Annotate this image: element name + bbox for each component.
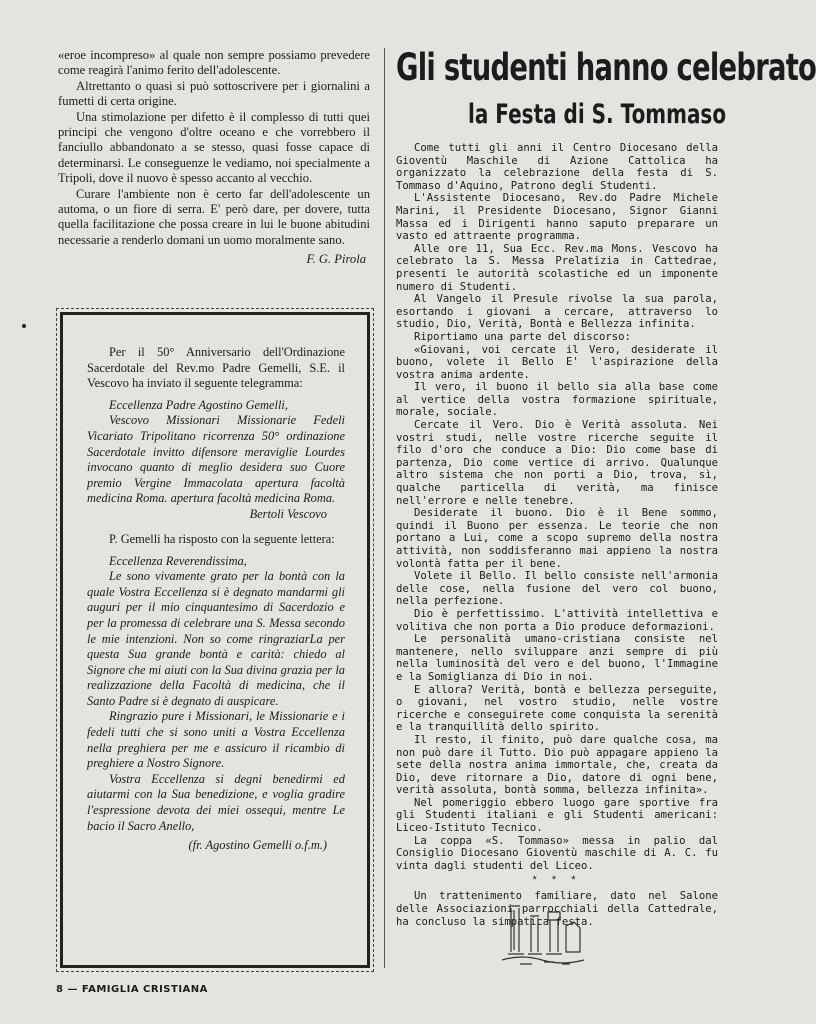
left-paragraph: Altrettanto o quasi si può sottoscrivere per i giornalini a fumetti di certa origine. [58, 78, 370, 109]
letter-salutation: Eccellenza Reverendissima, [109, 553, 247, 568]
box-intro: Per il 50° Anniversario dell'Ordinazione Sacerdotale del Rev.mo Padre Gemelli, S.E. il Vescovo ha inviato il seguente telegramma: [87, 345, 345, 391]
article-paragraph: E allora? Verità, bontà e bellezza perseguite, o giovani, nel vostro studio, nelle vostre ricerche e conseguirete come conquista la serenità e la tranquillità dello spirito. [396, 683, 718, 734]
section-separator: * * * [532, 874, 582, 887]
author-signature: F. G. Pirola [306, 252, 366, 267]
reply-intro: P. Gemelli ha risposto con la seguente lettera: [109, 531, 335, 546]
article-subtitle: la Festa di S. Tommaso [468, 99, 727, 130]
subtitle-wrap [396, 99, 727, 140]
article-title: Gli studenti hanno celebrato [396, 46, 816, 89]
article-paragraph: Cercate il Vero. Dio è Verità assoluta. Nei vostri studi, nelle vostre ricerche seguite il filo d'oro che conduce a Dio: Dio come base di partenza, Dio come vertice di arrivo. Qualunque altro sistema che non porti a Dio, trova, sì, qualche particella di verità, ma finisce nell'errore e nelle tenebre. [396, 419, 718, 507]
article-paragraph: Come tutti gli anni il Centro Diocesano della Gioventù Maschile di Azione Cattolica ha organizzato la celebrazione della festa di S. Tommaso d'Aquino, Patrono degli Studenti. [396, 142, 718, 192]
letter-paragraph: Le sono vivamente grato per la bontà con la quale Vostra Eccellenza si è degnato mandarmi gli auguri per il mio cinquantesimo di Sacerdozio e per la promessa di celebrare una S. Messa secondo le mie intenzioni. Non so come ringraziarLa per questa Sua grande bontà e carità: chiedo al Signore che mi aiuti con la Sua divina grazia per la realizzazione della Facoltà di medicina, che il Santo Padre si è degnato di auspicare. [87, 569, 345, 708]
article-paragraph: Dio è perfettissimo. L'attività intellettiva e volitiva che non porta a Dio produce deformazioni. [396, 607, 718, 633]
article-paragraph: «Giovani, voi cercate il Vero, desiderate il buono, volete il Bello E' l'aspirazione della vostra anima ardente. [396, 343, 718, 381]
headline-wrap [396, 46, 816, 92]
article-paragraph: Le personalità umano-cristiana consiste nel mantenere, nello sviluppare anzi sempre di più nella luminosità del vero e del buono, l'Immagine e la Somiglianza di Dio in noi. [396, 633, 718, 683]
letter-paragraph: Ringrazio pure i Missionari, le Missionarie e i fedeli tutti che si sono uniti a Vostra Eccellenza nella preghiera per me e assicuro il ricambio di preghiere a Nostro Signore. [87, 709, 345, 771]
article-paragraph: Riportiamo una parte del discorso: [414, 330, 631, 343]
telegram-body: Vescovo Missionari Missionarie Fedeli Vicariato Tripolitano ricorrenza 50° ordinazione Sacerdotale invitto difensore meraviglie Lourdes invocano quanto di meglio desidera suo Cuore premio Vergine Immacolata apertura facoltà medicina Roma. apertura facoltà medicina Roma. [87, 413, 345, 506]
column-divider [384, 48, 385, 968]
page-footer: 8 — FAMIGLIA CRISTIANA [56, 984, 208, 995]
left-paragraph: Una stimolazione per difetto è il complesso di tutti quei principi che vengono d'oltre oceano e che vorrebbero il fanciullo abbandonato a se stesso, quasi fosse capace di determinarsi. Le conseguenze le vediamo, noi specialmente a Tripoli, dove il nuovo è spesso accanto al vecchio. [58, 109, 370, 186]
left-column [58, 48, 370, 267]
article-paragraph: La coppa «S. Tommaso» messa in palio dal Consiglio Diocesano Gioventù maschile di A. C. fu vinta dagli studenti del Liceo. [396, 834, 718, 872]
right-column [396, 46, 816, 928]
letter-paragraph: Vostra Eccellenza si degni benedirmi ed aiutarmi con la Sua benedizione, e voglia gradire l'espressione devota dei miei ossequi, mentre Le bacio il Sacro Anello, [87, 771, 345, 833]
ruins-illustration-icon [500, 898, 586, 968]
left-paragraph: Curare l'ambiente non è certo far dell'adolescente un automa, o un fiore di serra. E' però dare, per dovere, tutta quella facilitazione che possa creare in lui le buone abitudini necessarie a renderlo domani un uomo moralmente sano. [58, 186, 370, 247]
article-paragraph: Volete il Bello. Il bello consiste nell'armonia delle cose, nella fusione del vero col buono, nella perfezione. [396, 570, 718, 608]
article-paragraph: Alle ore 11, Sua Ecc. Rev.ma Mons. Vescovo ha celebrato la S. Messa Prelatizia in Cattedrae, presenti le autorità scolastiche ed un imponente numero di Studenti. [396, 242, 718, 293]
telegram-box [60, 312, 370, 968]
letter-signature: (fr. Agostino Gemelli o.f.m.) [188, 838, 327, 853]
closing-paragraph: Un trattenimento familiare, dato nel Salone delle Associazioni parrocchiali della Cattedrale, ha concluso la simpatica festa. [396, 890, 718, 928]
article-paragraph: Il vero, il buono il bello sia alla base come al vertice della vostra formazione spirituale, morale, sociale. [396, 381, 718, 419]
telegram-signature: Bertoli Vescovo [249, 506, 327, 521]
left-paragraph: «eroe incompreso» al quale non sempre possiamo prevedere come reagirà l'animo ferito dell'adolescente. [58, 48, 370, 78]
article-paragraph: L'Assistente Diocesano, Rev.do Padre Michele Marini, il Presidente Diocesano, Signor Gianni Massa ed i Dirigenti hanno saputo preparare un vasto ed attraente programma. [396, 192, 718, 243]
article-paragraph: Desiderate il buono. Dio è il Bene sommo, quindi il Buono per essenza. Le teorie che non portano a Lui, come a scopo supremo della nostra attività, non soddisferanno mai appieno la nostra volontà fatta per il bene. [396, 507, 718, 570]
article-paragraph: Al Vangelo il Presule rivolse la sua parola, esortando i giovani a cercare, attraverso lo studio, Dio, Verità, Bontà e Bellezza infinita. [396, 293, 718, 331]
article-paragraph: Nel pomeriggio ebbero luogo gare sportive fra gli Studenti italiani e gli Studenti americani: Liceo-Istituto Tecnico. [396, 796, 718, 835]
telegram-salutation: Eccellenza Padre Agostino Gemelli, [109, 397, 288, 412]
article-body [396, 142, 718, 928]
article-paragraph: Il resto, il finito, può dare qualche cosa, ma non può dare il Tutto. Dio può appagare appieno la sete della nostra anima immortale, che, creata da Dio, deve ritornare a Dio, datore di ogni bene, verità assoluta, bontà somma, bellezza infinita». [396, 733, 718, 797]
margin-dot [22, 324, 26, 328]
